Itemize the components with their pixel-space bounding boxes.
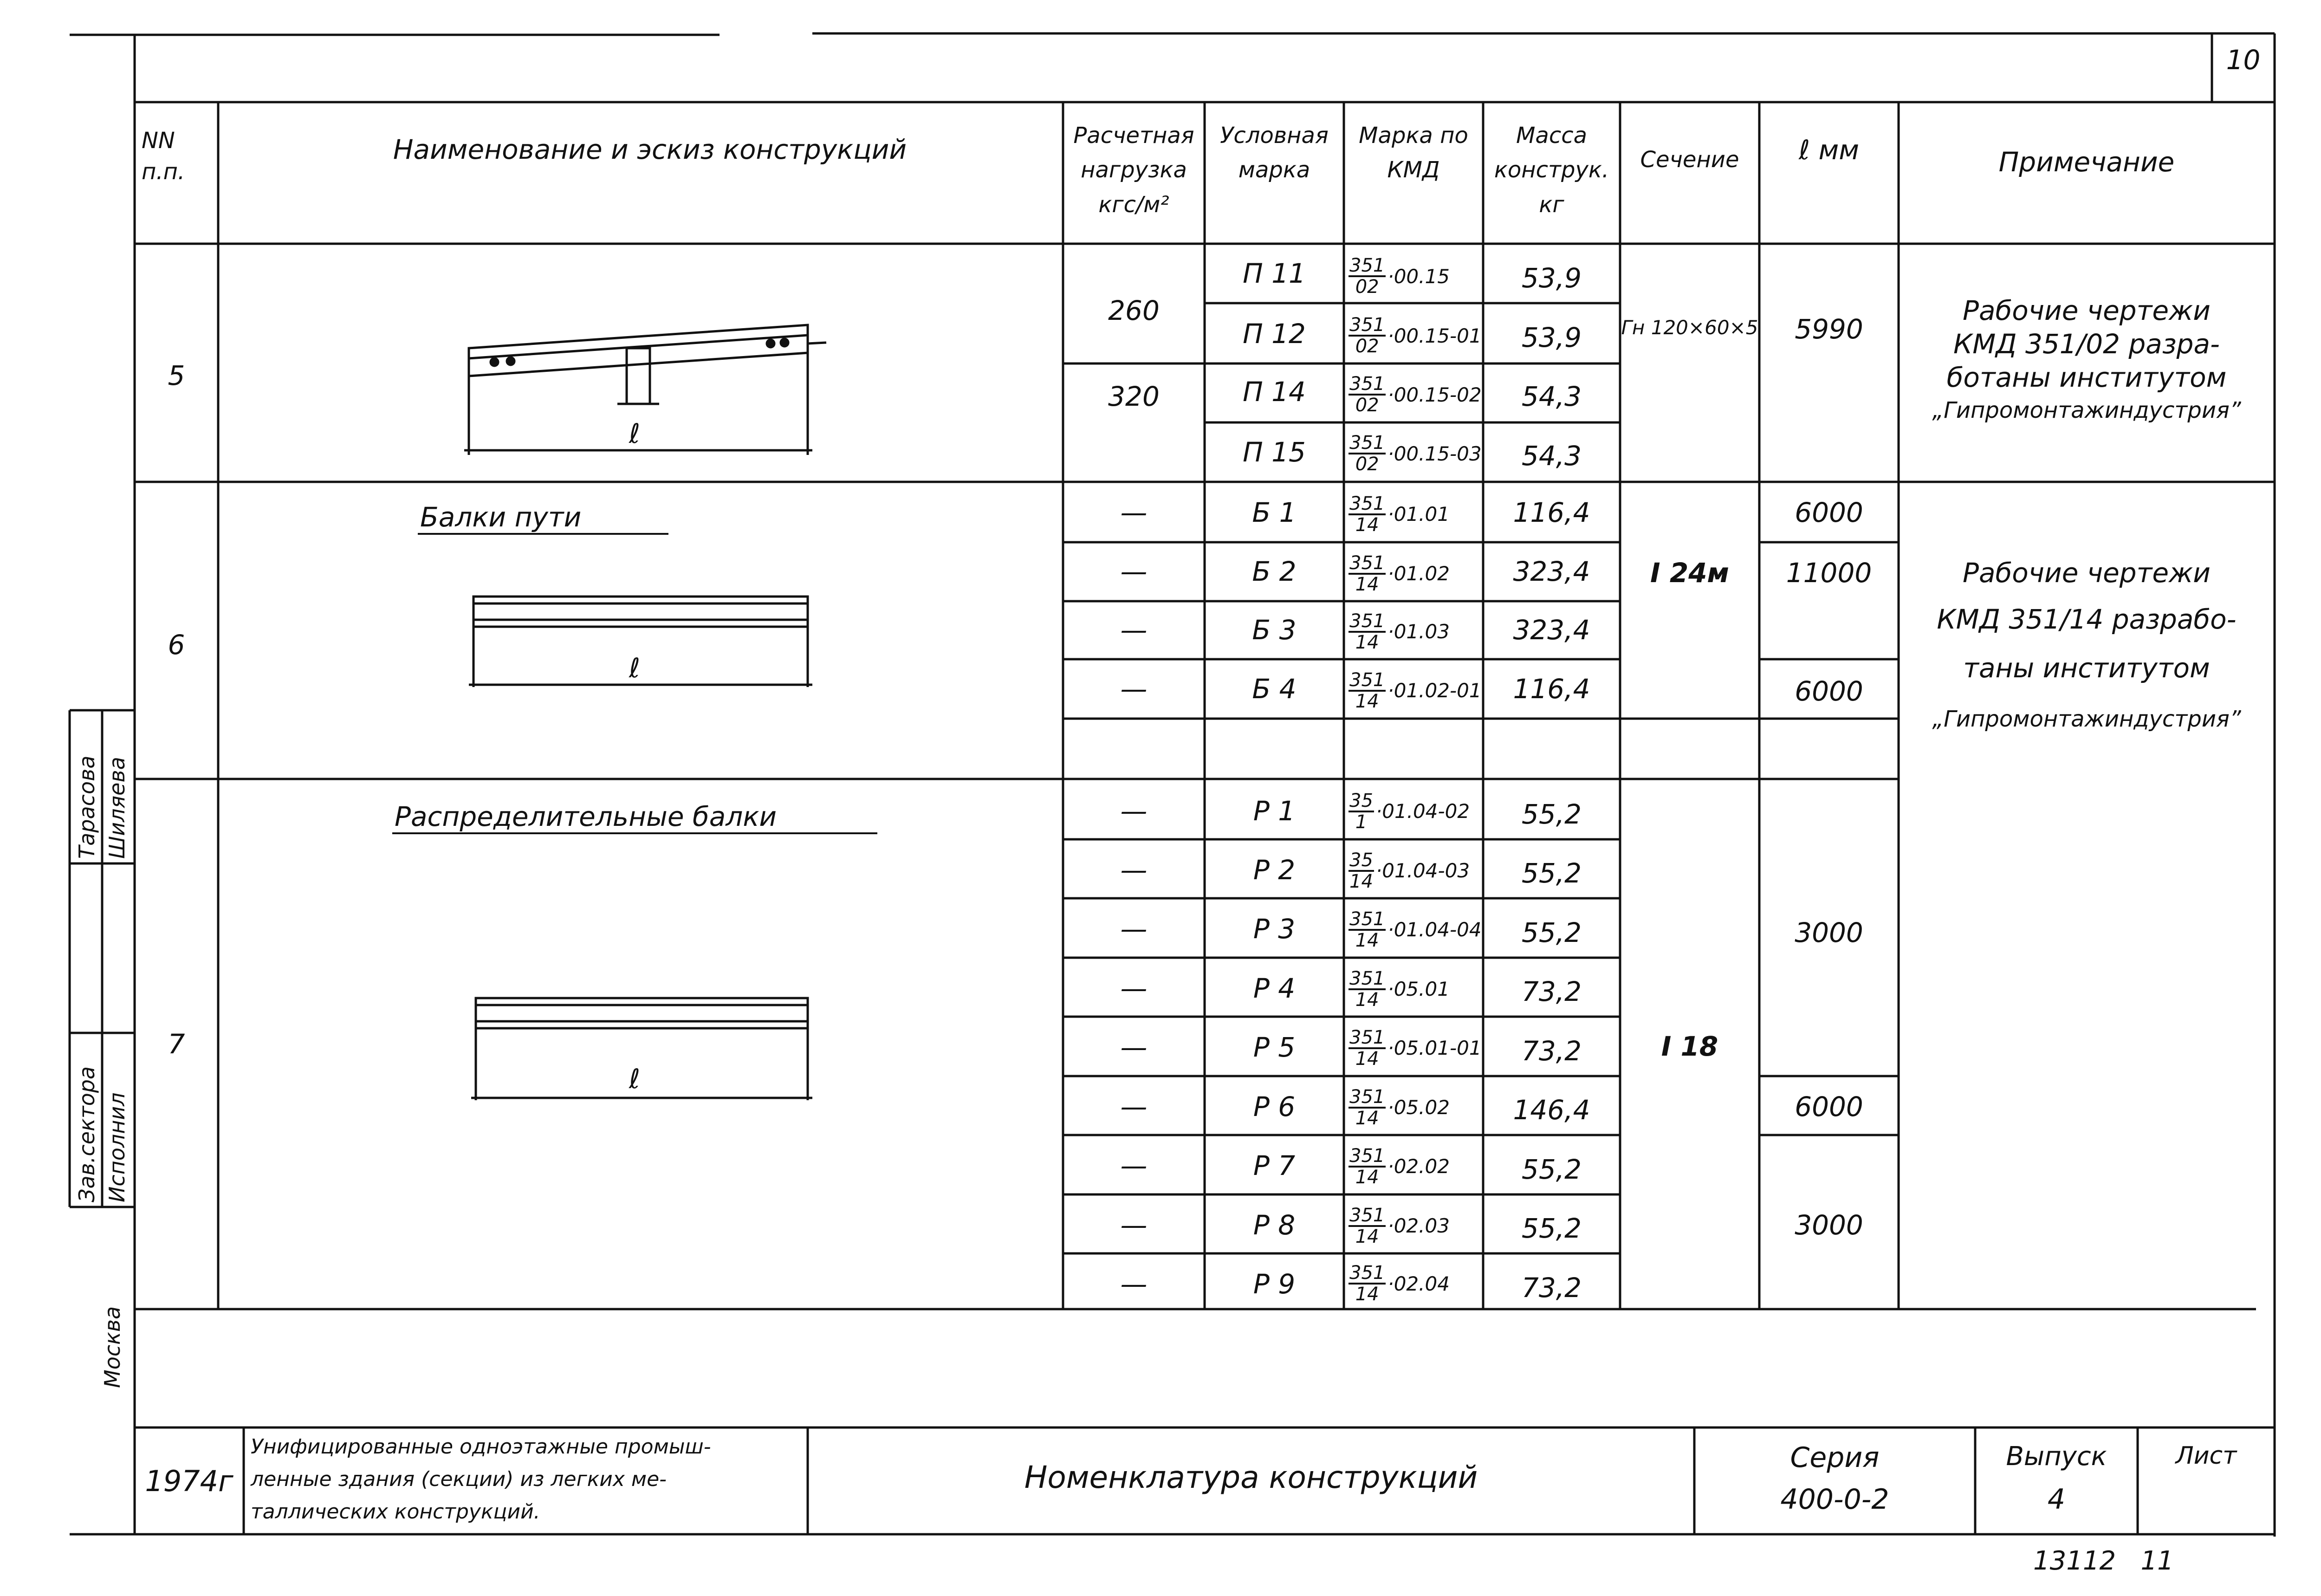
kmd-mark: 35 1 ·01.04-02 [1349,790,1470,833]
kmd-mark: 351 14 ·01.02 [1349,552,1450,595]
mass-value: 53,9 [1521,322,1582,353]
note-line: ботаны институтом [1946,362,2227,393]
kmd-mark: 351 14 ·02.03 [1349,1204,1450,1247]
kmd-mark: 351 14 ·01.03 [1349,610,1450,653]
mass-value: 55,2 [1521,857,1582,889]
side-stamp-role: Исполнил [104,1092,130,1202]
sketch-dimension-label: ℓ [629,1063,640,1095]
length-value: 3000 [1795,917,1863,948]
stamp-description-line: ленные здания (секции) из легких ме- [251,1467,667,1491]
mark-value: Р 2 [1253,854,1296,886]
mark-value: Р 4 [1253,973,1296,1004]
side-stamp-city: Москва [100,1306,125,1388]
header-name: Наименование и эскиз конструкций [393,134,907,165]
mass-value: 73,2 [1521,1035,1582,1067]
length-value: 5990 [1795,313,1863,345]
kmd-mark: 351 02 ·00.15-03 [1349,432,1482,475]
mass-value: 55,2 [1521,798,1582,830]
series-label: Серия [1790,1441,1880,1474]
header-mark: Условная марка [1220,123,1329,183]
mark-value: Р 7 [1253,1150,1296,1181]
mass-value: 55,2 [1521,1213,1582,1244]
note-line: КМД 351/02 разра- [1953,328,2220,360]
kmd-mark: 351 14 ·05.01 [1349,967,1450,1011]
kmd-mark: 351 14 ·05.02 [1349,1086,1450,1129]
document-title: Номенклатура конструкций [1024,1460,1478,1495]
note-line: Рабочие чертежи [1962,295,2211,326]
kmd-mark: 351 14 ·01.04-04 [1349,908,1482,951]
footer-code: 13112 11 [2033,1546,2174,1576]
section-value: I 18 [1661,1031,1718,1062]
section-value: I 24м [1650,557,1729,589]
mark-value: Р 1 [1253,795,1296,827]
mark-value: Б 3 [1252,614,1297,646]
group-title: Распределительные балки [395,801,777,832]
kmd-mark: 351 14 ·01.02-01 [1349,669,1482,712]
load-value: 260 [1108,295,1160,326]
load-value: — [1120,795,1148,827]
stamp-description-line: таллических конструкций. [251,1500,540,1524]
kmd-mark: 351 02 ·00.15-01 [1349,314,1482,357]
sketch-rail-beam [469,597,812,687]
header-load: Расчетная нагрузка кгс/м² [1073,123,1194,218]
mark-value: Б 4 [1252,673,1297,705]
sketch-purlin [464,325,826,455]
load-value: — [1120,973,1148,1004]
load-value: — [1120,673,1148,705]
group-number: 5 [168,360,185,391]
mark-value: Б 1 [1252,497,1297,528]
kmd-mark: 35 14 ·01.04-03 [1349,849,1470,892]
mark-value: Р 8 [1253,1209,1296,1241]
stamp-year: 1974г [145,1464,233,1498]
load-value: 320 [1108,381,1160,412]
issue-value: 4 [2047,1483,2066,1516]
kmd-mark: 351 02 ·00.15 [1349,255,1450,298]
side-stamp-name: Тарасова [74,755,99,859]
mark-value: Р 6 [1253,1091,1296,1122]
header-kmd: Марка по КМД [1359,123,1468,183]
sketch-dimension-label: ℓ [629,652,640,684]
mass-value: 55,2 [1521,1154,1582,1185]
sketch-distribution-beam [471,998,812,1100]
group-number: 6 [168,629,185,661]
mark-value: П 11 [1243,258,1306,289]
note-line: таны институтом [1963,652,2210,684]
load-value: — [1120,854,1148,886]
load-value: — [1120,614,1148,646]
length-value: 11000 [1786,557,1872,589]
mark-value: Р 3 [1253,913,1296,945]
load-value: — [1120,1268,1148,1300]
mark-value: Б 2 [1252,556,1297,587]
mark-value: Р 5 [1253,1032,1296,1063]
length-value: 3000 [1795,1209,1863,1241]
side-stamp-name: Шиляева [104,757,130,859]
load-value: — [1120,497,1148,528]
header-nn: NN п.п. [142,128,185,185]
group-number: 7 [168,1028,185,1060]
kmd-mark: 351 14 ·05.01-01 [1349,1026,1482,1070]
sheet-label: Лист [2175,1442,2237,1470]
header-length: ℓ мм [1799,134,1859,166]
header-section: Сечение [1640,147,1739,173]
note-line: КМД 351/14 разрабо- [1937,603,2237,635]
mass-value: 146,4 [1513,1094,1590,1126]
mass-value: 73,2 [1521,976,1582,1007]
note-line: „Гипромонтажиндустрия” [1932,397,2241,423]
side-stamp-role: Зав.сектора [74,1066,99,1202]
mass-value: 323,4 [1513,556,1590,587]
sheet-number: 10 [2226,44,2261,76]
length-value: 6000 [1795,1091,1863,1122]
kmd-mark: 351 14 ·01.01 [1349,493,1450,536]
mass-value: 323,4 [1513,614,1590,646]
load-value: — [1120,913,1148,945]
mass-value: 54,3 [1521,440,1582,472]
mark-value: П 14 [1243,376,1306,408]
section-value: Гн 120×60×5 [1621,316,1758,339]
load-value: — [1120,556,1148,587]
group-title: Балки пути [420,501,582,533]
load-value: — [1120,1032,1148,1063]
sketch-dimension-label: ℓ [629,418,640,449]
mass-value: 55,2 [1521,917,1582,948]
mass-value: 116,4 [1513,497,1590,528]
load-value: — [1120,1150,1148,1181]
kmd-mark: 351 14 ·02.02 [1349,1145,1450,1188]
mass-value: 54,3 [1521,381,1582,412]
stamp-description-line: Унифицированные одноэтажные промыш- [251,1435,711,1459]
mark-value: П 12 [1243,318,1306,350]
mass-value: 53,9 [1521,262,1582,294]
kmd-mark: 351 14 ·02.04 [1349,1262,1450,1305]
series-value: 400-0-2 [1780,1483,1889,1516]
note-line: Рабочие чертежи [1962,557,2211,589]
mark-value: Р 9 [1253,1268,1296,1300]
length-value: 6000 [1795,497,1863,528]
issue-label: Выпуск [2006,1441,2107,1472]
mark-value: П 15 [1243,436,1306,468]
load-value: — [1120,1209,1148,1241]
kmd-mark: 351 02 ·00.15-02 [1349,373,1482,416]
header-mass: Масса конструк. кг [1494,123,1609,218]
length-value: 6000 [1795,675,1863,707]
header-note: Примечание [1998,146,2175,178]
load-value: — [1120,1091,1148,1122]
note-line: „Гипромонтажиндустрия” [1932,706,2241,732]
mass-value: 116,4 [1513,673,1590,705]
mass-value: 73,2 [1521,1272,1582,1304]
